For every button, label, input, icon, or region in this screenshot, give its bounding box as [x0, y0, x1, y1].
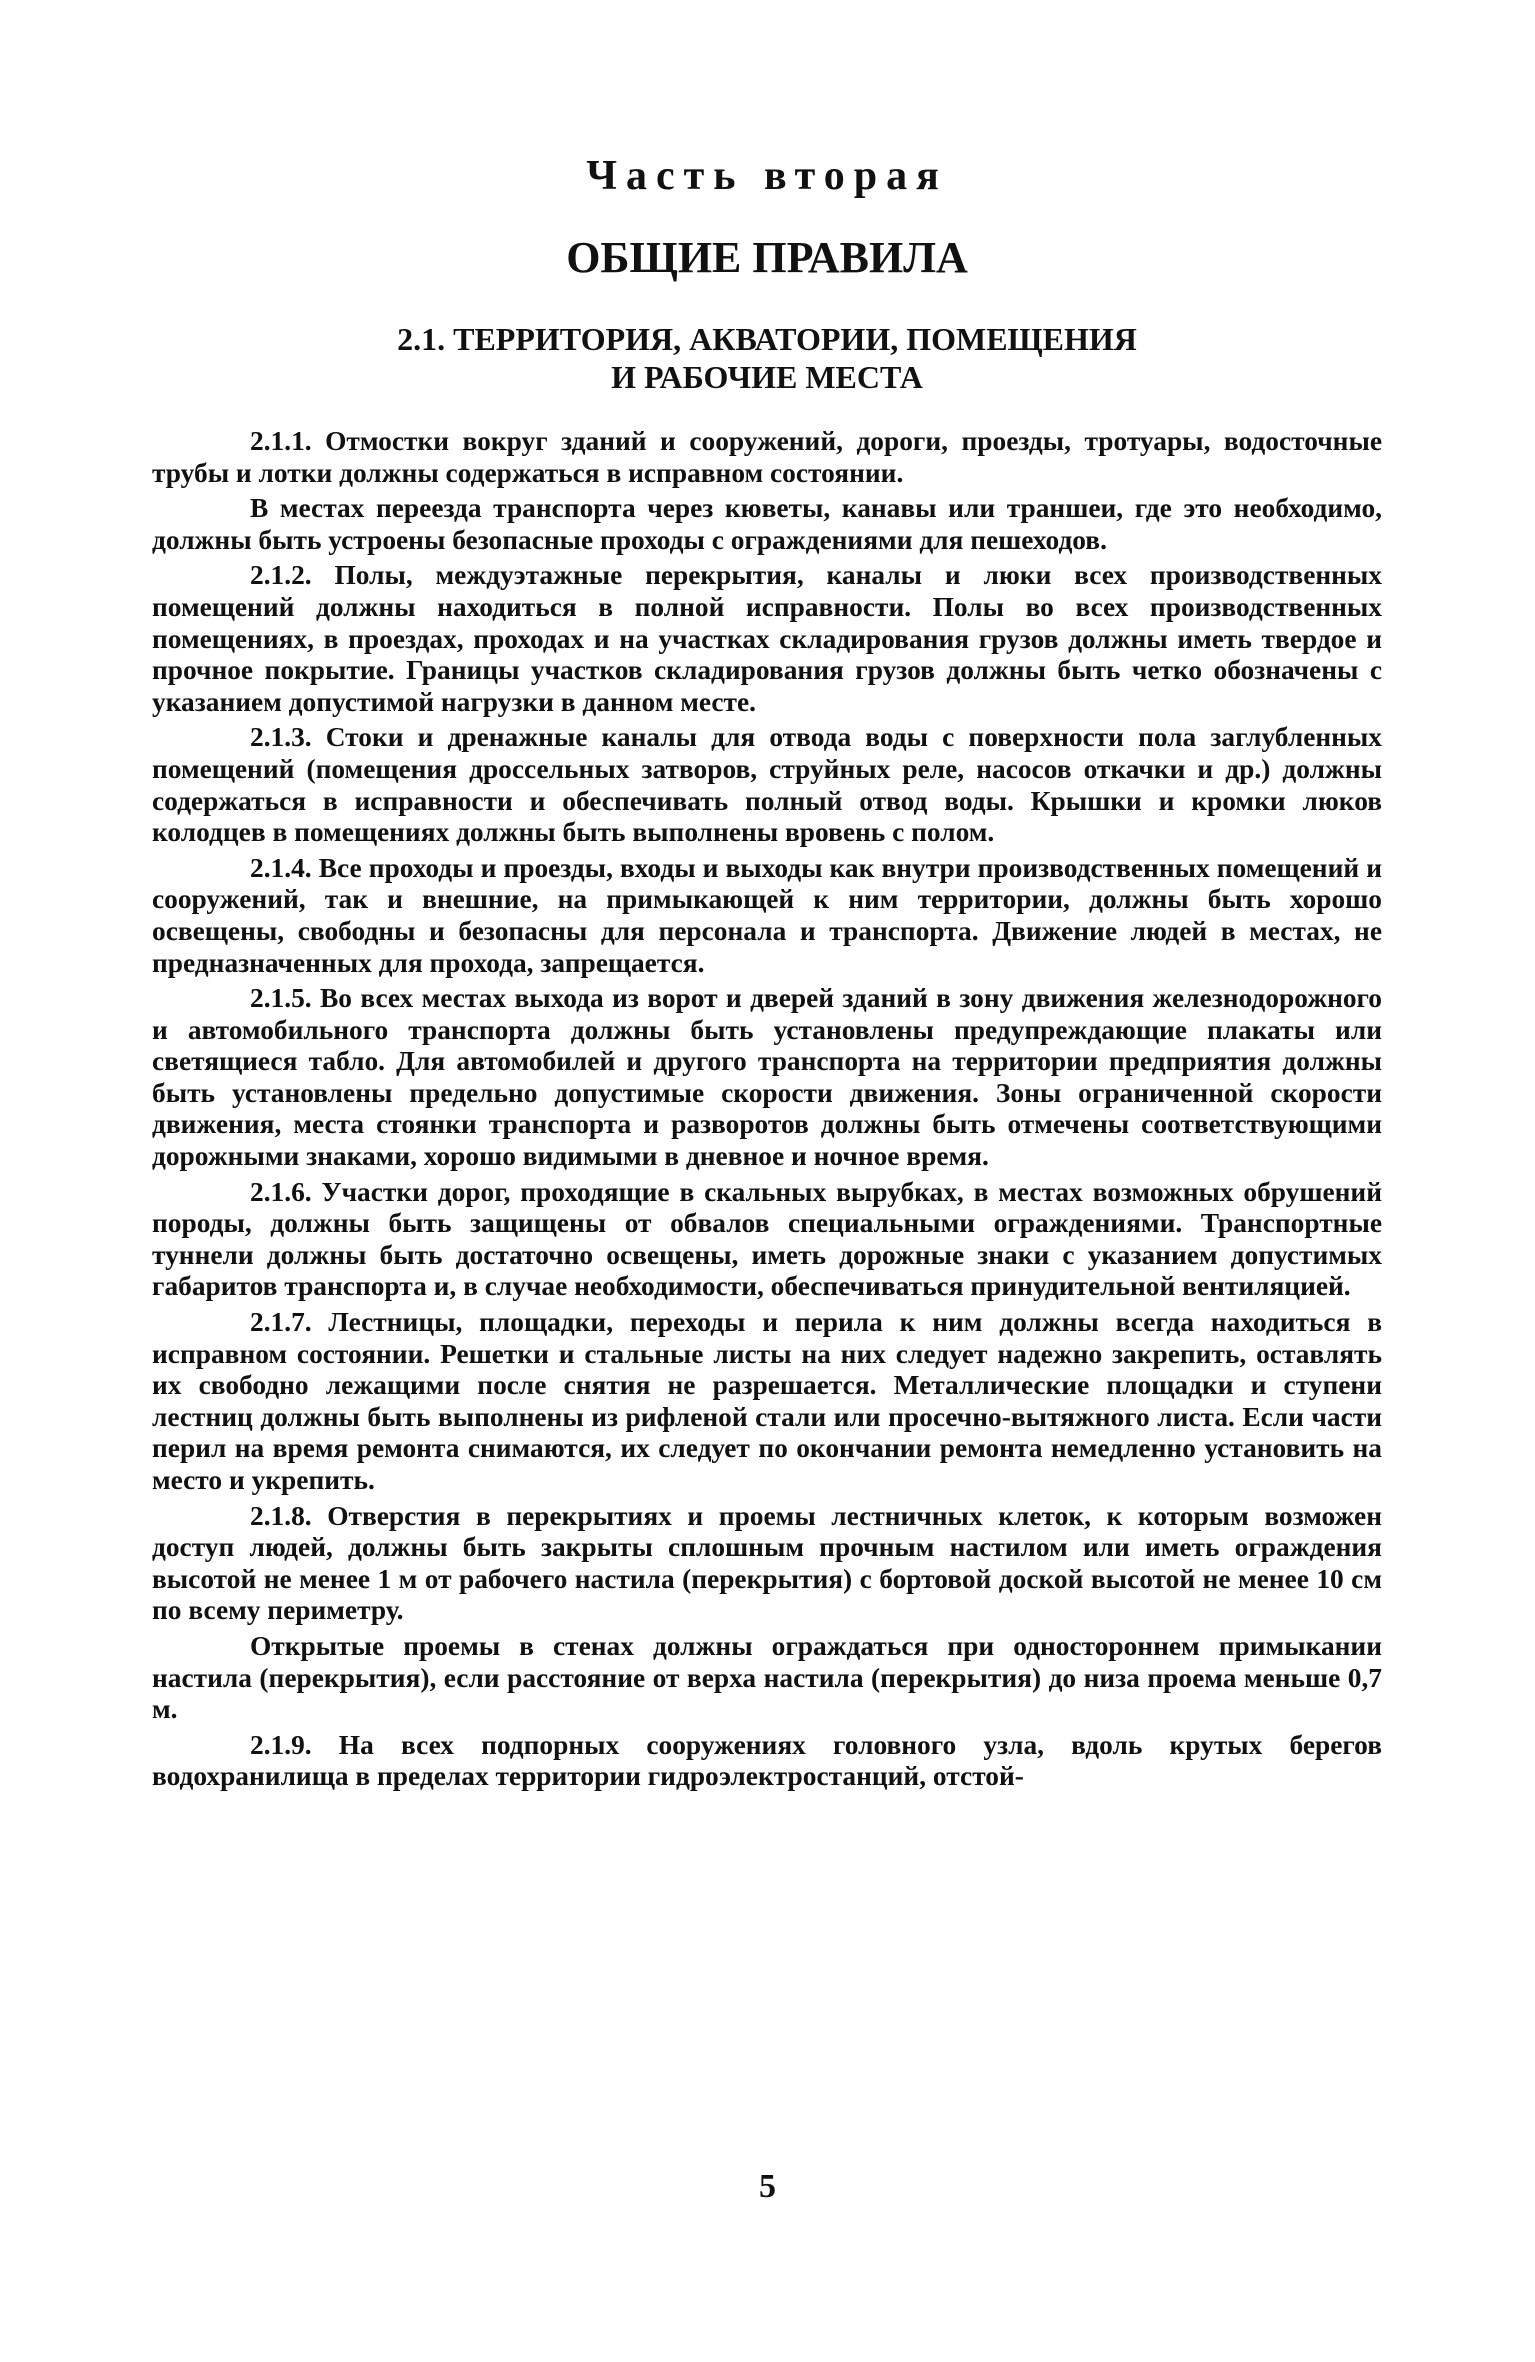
section-title-line-2: И РАБОЧИЕ МЕСТА [611, 359, 923, 395]
paragraph-2-1-8-continued: Открытые проемы в стенах должны ограждаться при одностороннем примыкании настила (перекрытия), если расстояние от верха настила (перекрытия) до низа проема меньше 0,7 м. [152, 1630, 1382, 1725]
paragraph-2-1-9: 2.1.9. На всех подпорных сооружениях головного узла, вдоль крутых берегов водохранилища в пределах территории гидроэлектростанций, отстой- [152, 1729, 1382, 1792]
paragraph-2-1-1-continued: В местах переезда транспорта через кюветы, канавы или траншеи, где это необходимо, должны быть устроены безопасные проходы с ограждениями для пешеходов. [152, 493, 1382, 555]
paragraph-2-1-6: 2.1.6. Участки дорог, проходящие в скальных вырубках, в местах возможных обрушений породы, должны быть защищены от обвалов специальными ограждениями. Транспортные туннели должны быть достаточно освещены, иметь дорожные знаки с указанием допустимых габаритов транспорта и, в случае необходимости, обеспечиваться принудительной вентиляцией. [152, 1176, 1382, 1302]
paragraph-2-1-4: 2.1.4. Все проходы и проезды, входы и выходы как внутри производственных помещений и сооружений, так и внешние, на примыкающей к ним территории, должны быть хорошо освещены, свободны и безопасны для персонала и транспорта. Движение людей в местах, не предназначенных для прохода, запрещается. [152, 852, 1382, 978]
part-title: Часть вторая [586, 153, 948, 199]
section-title [152, 320, 1382, 396]
paragraph-2-1-5: 2.1.5. Во всех местах выхода из ворот и дверей зданий в зону движения железнодорожного и автомобильного транспорта должны быть установлены предупреждающие плакаты или светящиеся табло. Для автомобилей и другого транспорта на территории предприятия должны быть установлены предельно допустимые скорости движения. Зоны ограниченной скорости движения, места стоянки транспорта и разворотов должны быть отмечены соответствующими дорожными знаками, хорошо видимыми в дневное и ночное время. [152, 983, 1382, 1172]
body-text [152, 426, 1382, 1793]
paragraph-2-1-7: 2.1.7. Лестницы, площадки, переходы и перила к ним должны всегда находиться в исправном состоянии. Решетки и стальные листы на них следует надежно закрепить, оставлять их свободно лежащими после снятия не разрешается. Металлические площадки и ступени лестниц должны быть выполнены из рифленой стали или просечно-вытяжного листа. Если части перил на время ремонта снимаются, их следует по окончании ремонта немедленно установить на место и укрепить. [152, 1307, 1382, 1495]
paragraph-2-1-3: 2.1.3. Стоки и дренажные каналы для отвода воды с поверхности пола заглубленных помещений (помещения дроссельных затворов, струйных реле, насосов откачки и др.) должны содержаться в исправности и обеспечивать полный отвод воды. Крышки и кромки люков колодцев в помещениях должны быть выполнены вровень с полом. [152, 722, 1382, 848]
section-title-line-1: 2.1. ТЕРРИТОРИЯ, АКВАТОРИИ, ПОМЕЩЕНИЯ [397, 321, 1137, 357]
paragraph-2-1-8: 2.1.8. Отверстия в перекрытиях и проемы лестничных клеток, к которым возможен доступ людей, должны быть закрыты сплошным прочным настилом или иметь ограждения высотой не менее 1 м от рабочего настила (перекрытия) с бортовой доской высотой не менее 10 см по всему периметру. [152, 1500, 1382, 1626]
main-title: ОБЩИЕ ПРАВИЛА [566, 233, 968, 282]
document-page [152, 150, 1382, 1797]
page-number: 5 [759, 2168, 776, 2205]
paragraph-2-1-2: 2.1.2. Полы, междуэтажные перекрытия, каналы и люки всех производственных помещений должны находиться в полной исправности. Полы во всех производственных помещениях, в проездах, проходах и на участках складирования грузов должны иметь твердое и прочное покрытие. Границы участков складирования грузов должны быть четко обозначены с указанием допустимой нагрузки в данном месте. [152, 560, 1382, 717]
paragraph-2-1-1: 2.1.1. Отмостки вокруг зданий и сооружений, дороги, проезды, тротуары, водосточные трубы и лотки должны содержаться в исправном состоянии. [152, 426, 1382, 488]
